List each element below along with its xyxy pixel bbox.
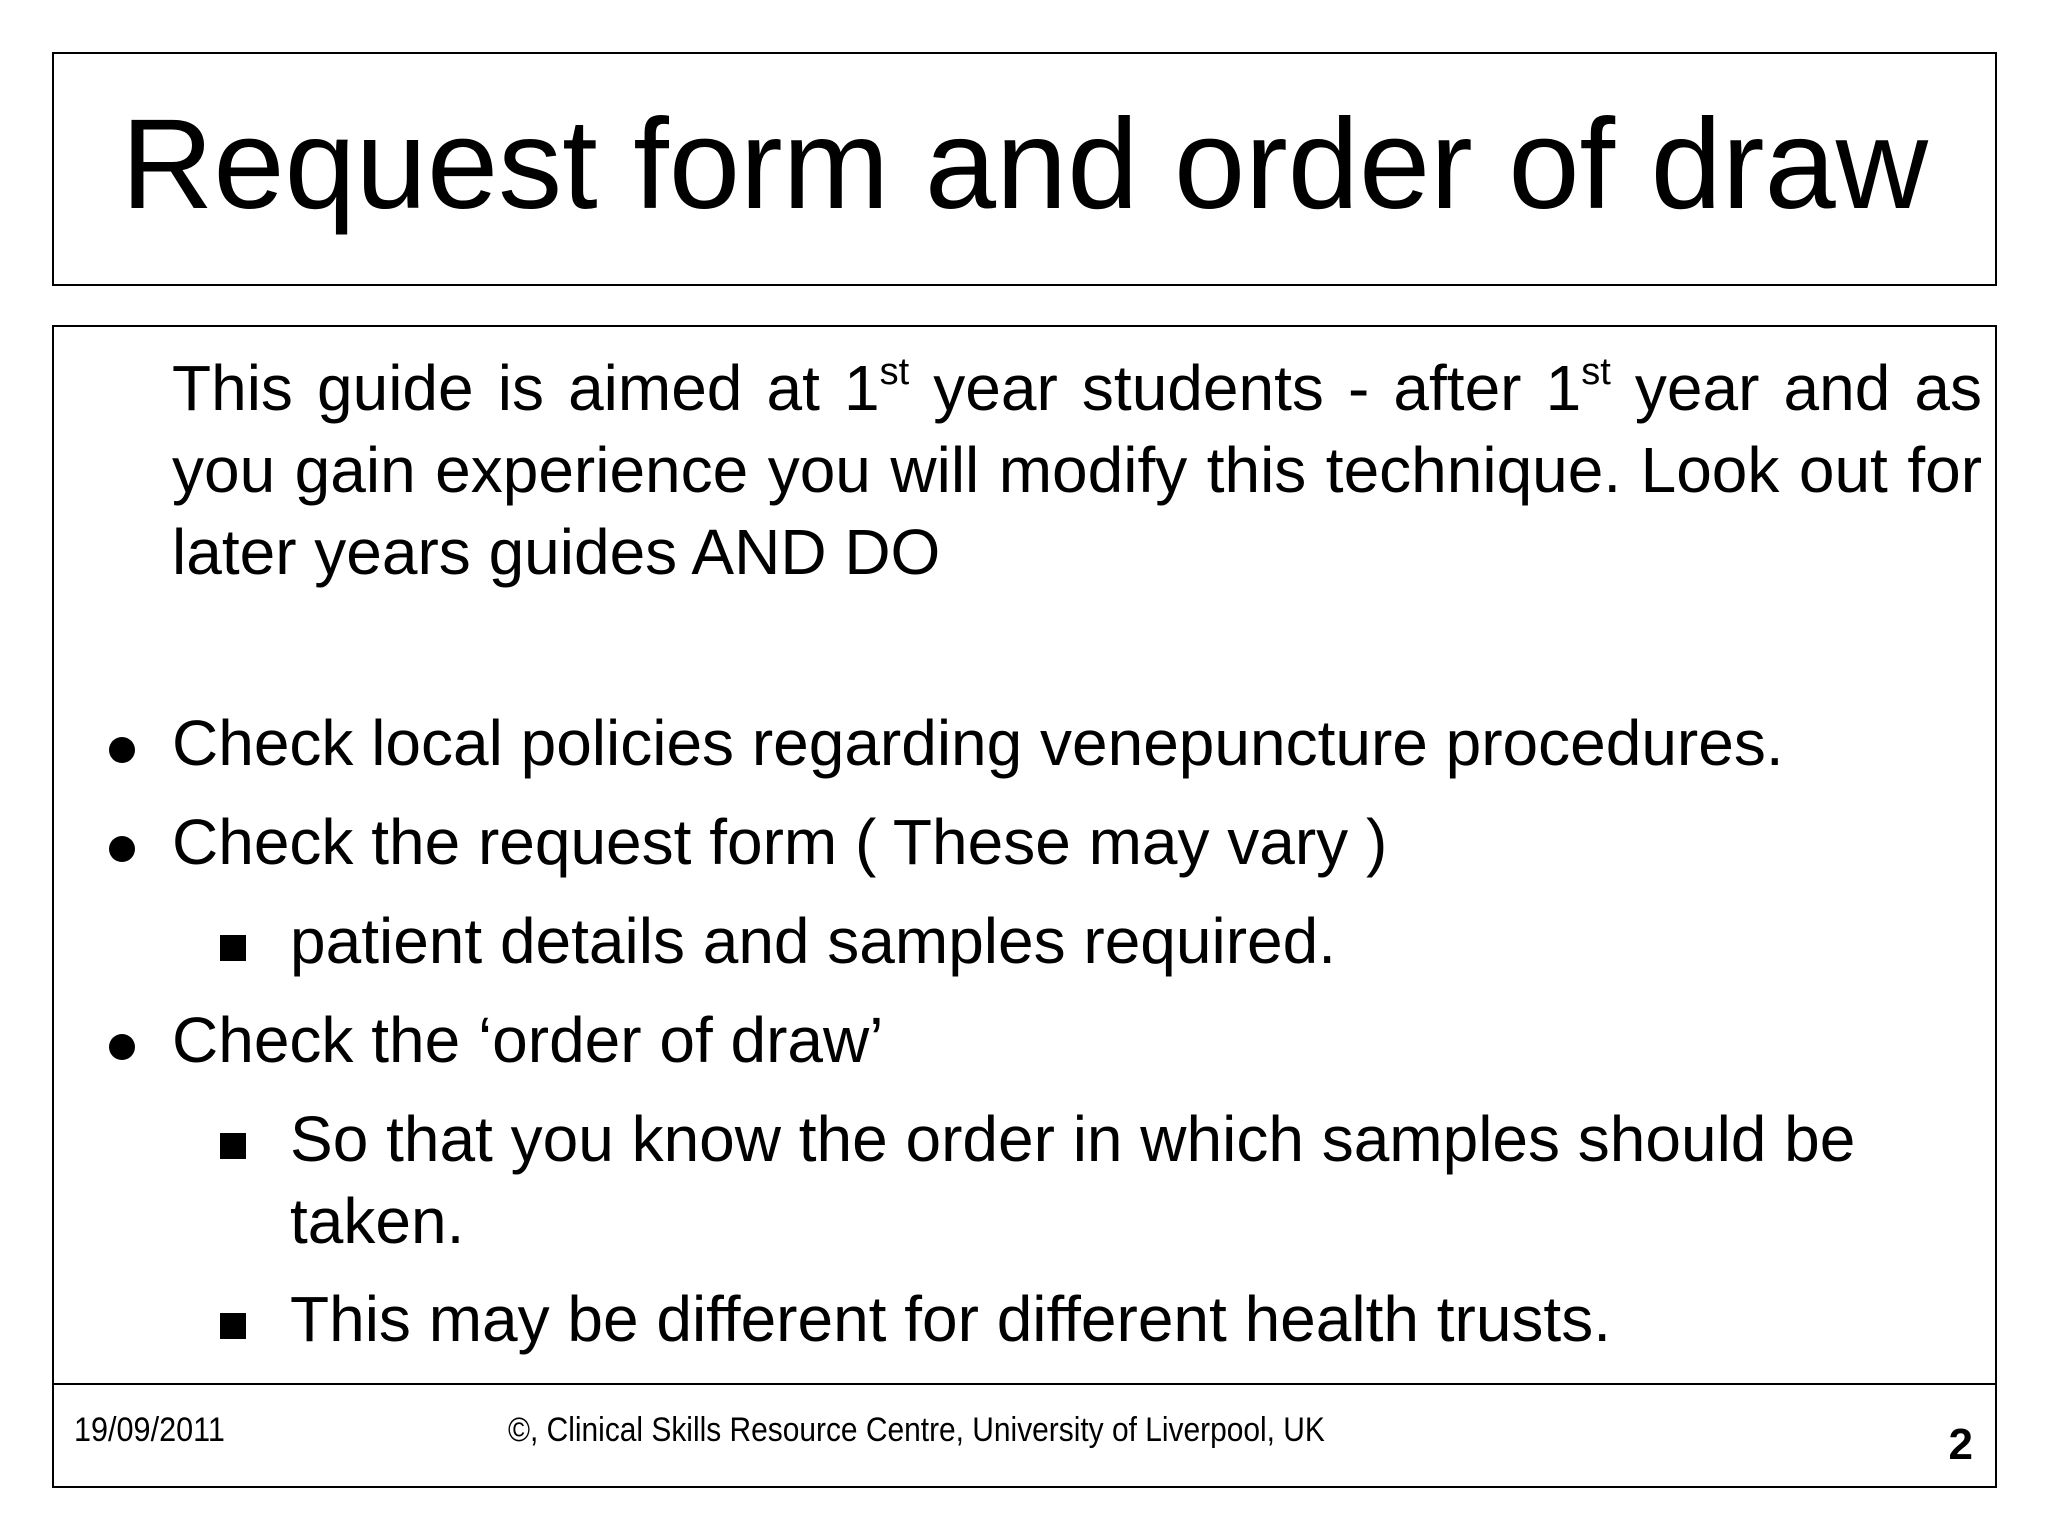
sub-bullet-health-trusts: This may be different for different health trusts. <box>290 1283 1611 1355</box>
intro-text-part3: year and as you gain experience you will modify this technique. Look out for later years guides AND DO <box>172 352 1983 588</box>
intro-superscript-1: st <box>879 351 910 393</box>
sub-bullet-square-icon <box>220 1133 246 1159</box>
bullet-local-policies: Check local policies regarding venepuncture procedures. <box>172 707 1784 779</box>
intro-text-part1: This guide is aimed at 1 <box>172 352 880 424</box>
bullet-dot-icon <box>109 737 135 763</box>
sub-bullet-order-samples: So that you know the order in which samples should be taken. <box>290 1103 1856 1257</box>
title-box <box>52 52 1997 286</box>
sub-bullet-square-icon <box>220 1313 246 1339</box>
slide-page-number: 2 <box>1948 1420 1973 1469</box>
slide-title: Request form and order of draw <box>120 93 1929 236</box>
footer-copyright: ©, Clinical Skills Resource Centre, University of Liverpool, UK <box>507 1411 1325 1449</box>
bullet-order-of-draw: Check the ‘order of draw’ <box>172 1004 884 1076</box>
intro-superscript-2: st <box>1581 351 1611 393</box>
sub-bullet-square-icon <box>220 935 246 961</box>
bullet-request-form: Check the request form ( These may vary ) <box>172 806 1388 878</box>
content-box <box>52 325 1997 1488</box>
intro-text-part2: year students - after 1 <box>909 352 1582 424</box>
intro-paragraph <box>172 347 1982 593</box>
footer-divider <box>54 1383 1995 1385</box>
bullet-dot-icon <box>109 1034 135 1060</box>
sub-bullet-patient-details: patient details and samples required. <box>290 905 1336 977</box>
footer-date: 19/09/2011 <box>74 1411 225 1449</box>
bullet-dot-icon <box>109 836 135 862</box>
